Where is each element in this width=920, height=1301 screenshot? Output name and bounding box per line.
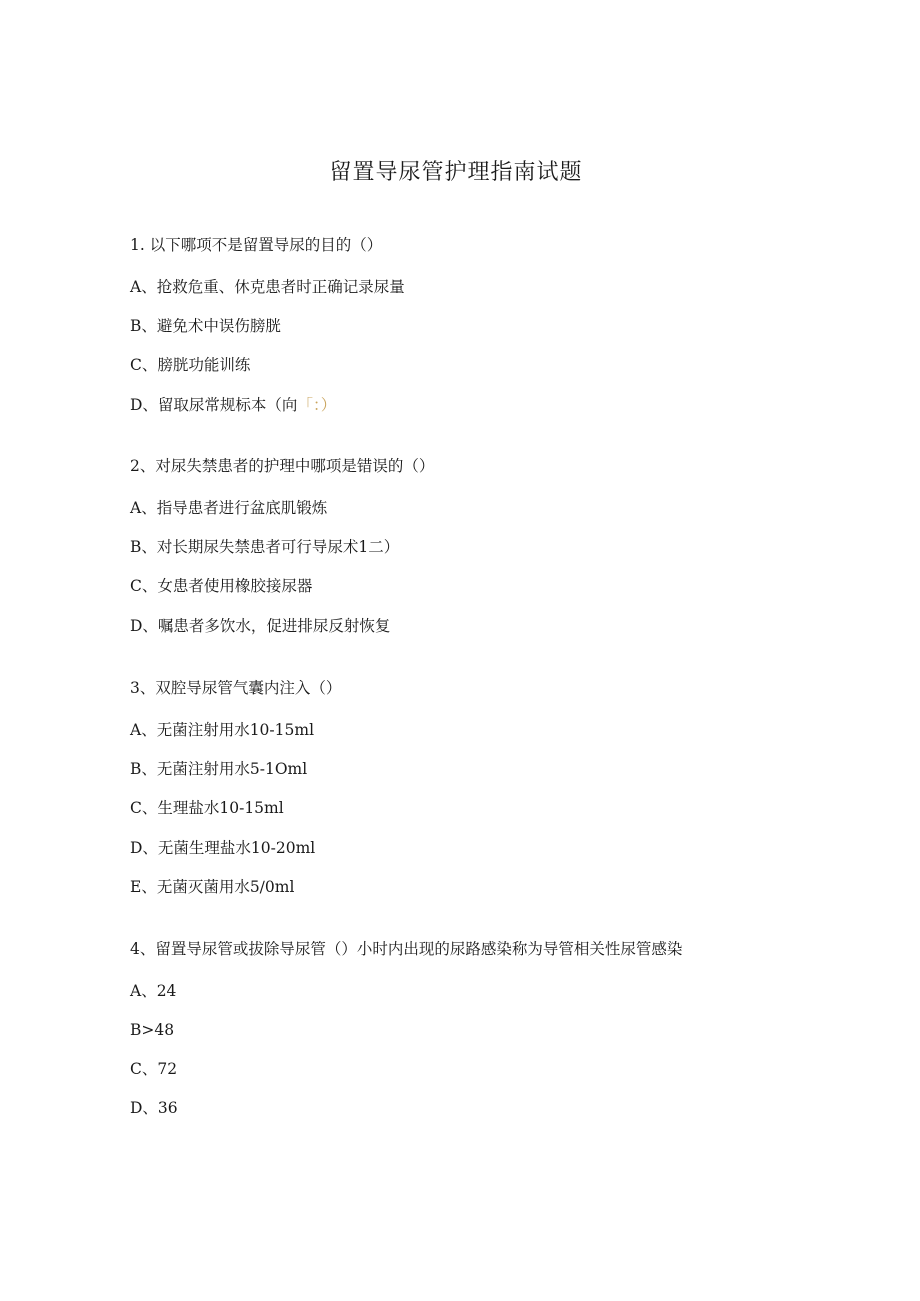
question-3-option-a: A、无菌注射用水10-15ml <box>130 721 315 739</box>
question-2-stem: 2、对尿失禁患者的护理中哪项是错误的（） <box>130 457 435 475</box>
question-4-option-a: A、24 <box>130 982 177 1000</box>
question-1-option-c: C、膀胱功能训练 <box>130 356 251 374</box>
question-2-option-d: D、嘱患者多饮水，促进排尿反射恢复 <box>130 617 391 635</box>
question-2-option-c: C、女患者使用橡胶接尿器 <box>130 577 313 595</box>
question-4-option-d: D、36 <box>130 1099 178 1117</box>
question-4-option-b: B>48 <box>130 1021 175 1039</box>
question-2-option-a: A、指导患者进行盆底肌锻炼 <box>130 499 328 517</box>
question-3-option-c: C、生理盐水10-15ml <box>130 799 284 817</box>
page-title: 留置导尿管护理指南试题 <box>329 160 583 185</box>
question-3-stem: 3、双腔导尿管气囊内注入（） <box>130 679 342 697</box>
question-3-option-b: B、无菌注射用水5-1Oml <box>130 760 308 778</box>
question-1-option-a: A、抢救危重、休克患者时正确记录尿量 <box>130 278 405 296</box>
question-1-option-d-tail: 「：） <box>297 396 337 414</box>
question-1-option-d <box>130 394 336 416</box>
question-3-option-e: E、无菌灭菌用水5∕0ml <box>130 878 295 896</box>
question-1-stem: 1. 以下哪项不是留置导尿的目的（） <box>130 236 383 254</box>
question-2-option-b: B、对长期尿失禁患者可行导尿术1二） <box>130 538 400 556</box>
question-1-option-d-text: D、留取尿常规标本（向 <box>130 396 298 414</box>
question-1-option-b: B、避免术中误伤膀胱 <box>130 317 281 335</box>
question-4-option-c: C、72 <box>130 1060 178 1078</box>
question-4-stem: 4、留置导尿管或拔除导尿管（）小时内出现的尿路感染称为导管相关性尿管感染 <box>130 940 683 958</box>
question-3-option-d: D、无菌生理盐水10-20ml <box>130 839 316 857</box>
